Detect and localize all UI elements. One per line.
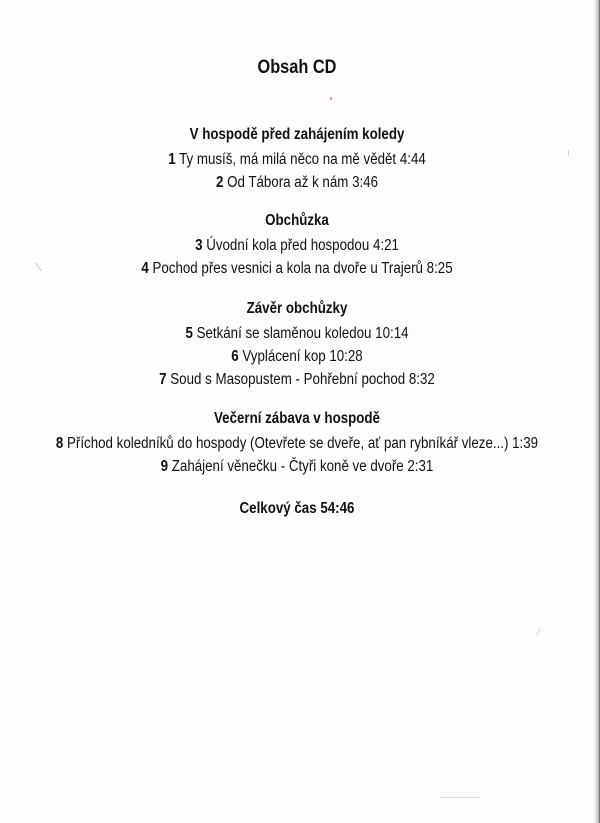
track-1 bbox=[42, 148, 553, 171]
track-number: 2 bbox=[215, 174, 224, 191]
scan-speck bbox=[536, 628, 541, 635]
section-3 bbox=[42, 298, 553, 391]
track-number: 8 bbox=[55, 435, 64, 452]
track-5 bbox=[42, 322, 553, 345]
track-4 bbox=[42, 257, 553, 280]
track-text: Pochod přes vesnici a kola na dvoře u Trajerů 8:25 bbox=[152, 260, 453, 277]
scan-speck bbox=[568, 150, 569, 156]
section-title: Večerní zábava v hospodě bbox=[214, 410, 380, 427]
track-3 bbox=[42, 234, 553, 257]
track-number: 5 bbox=[185, 325, 193, 342]
track-number: 3 bbox=[195, 237, 203, 254]
section-title: Obchůzka bbox=[265, 212, 329, 229]
scan-speck bbox=[440, 797, 480, 798]
track-2 bbox=[42, 171, 553, 194]
total-time: Celkový čas 54:46 bbox=[239, 500, 355, 517]
track-text: Vyplácení kop 10:28 bbox=[242, 348, 363, 365]
track-text: Příchod koledníků do hospody (Otevřete se dveře, ať pan rybníkář vleze...) 1:39 bbox=[67, 435, 539, 452]
section-2 bbox=[42, 210, 553, 280]
section-4 bbox=[42, 408, 553, 478]
track-text: Ty musíš, má milá něco na mě vědět 4:44 bbox=[179, 151, 426, 168]
section-title: V hospodě před zahájením koledy bbox=[189, 126, 405, 143]
track-number: 4 bbox=[141, 260, 149, 277]
track-7 bbox=[42, 368, 553, 391]
section-1 bbox=[42, 124, 553, 194]
track-number: 1 bbox=[168, 151, 176, 168]
track-text: Od Tábora až k nám 3:46 bbox=[227, 174, 379, 191]
track-text: Zahájení věnečku - Čtyři koně ve dvoře 2:31 bbox=[171, 458, 434, 475]
track-number: 6 bbox=[231, 348, 239, 365]
scan-edge bbox=[594, 0, 600, 823]
track-6 bbox=[42, 345, 553, 368]
track-number: 9 bbox=[160, 458, 169, 475]
section-title: Závěr obchůzky bbox=[246, 300, 348, 317]
track-number: 7 bbox=[159, 371, 167, 388]
page-title: Obsah CD bbox=[257, 57, 337, 78]
track-text: Setkání se slaměnou koledou 10:14 bbox=[196, 325, 409, 342]
track-9 bbox=[42, 455, 553, 478]
track-text: Úvodní kola před hospodou 4:21 bbox=[206, 237, 399, 254]
track-8 bbox=[42, 432, 553, 455]
track-text: Soud s Masopustem - Pohřební pochod 8:32 bbox=[170, 371, 435, 388]
scan-speck bbox=[330, 97, 332, 100]
